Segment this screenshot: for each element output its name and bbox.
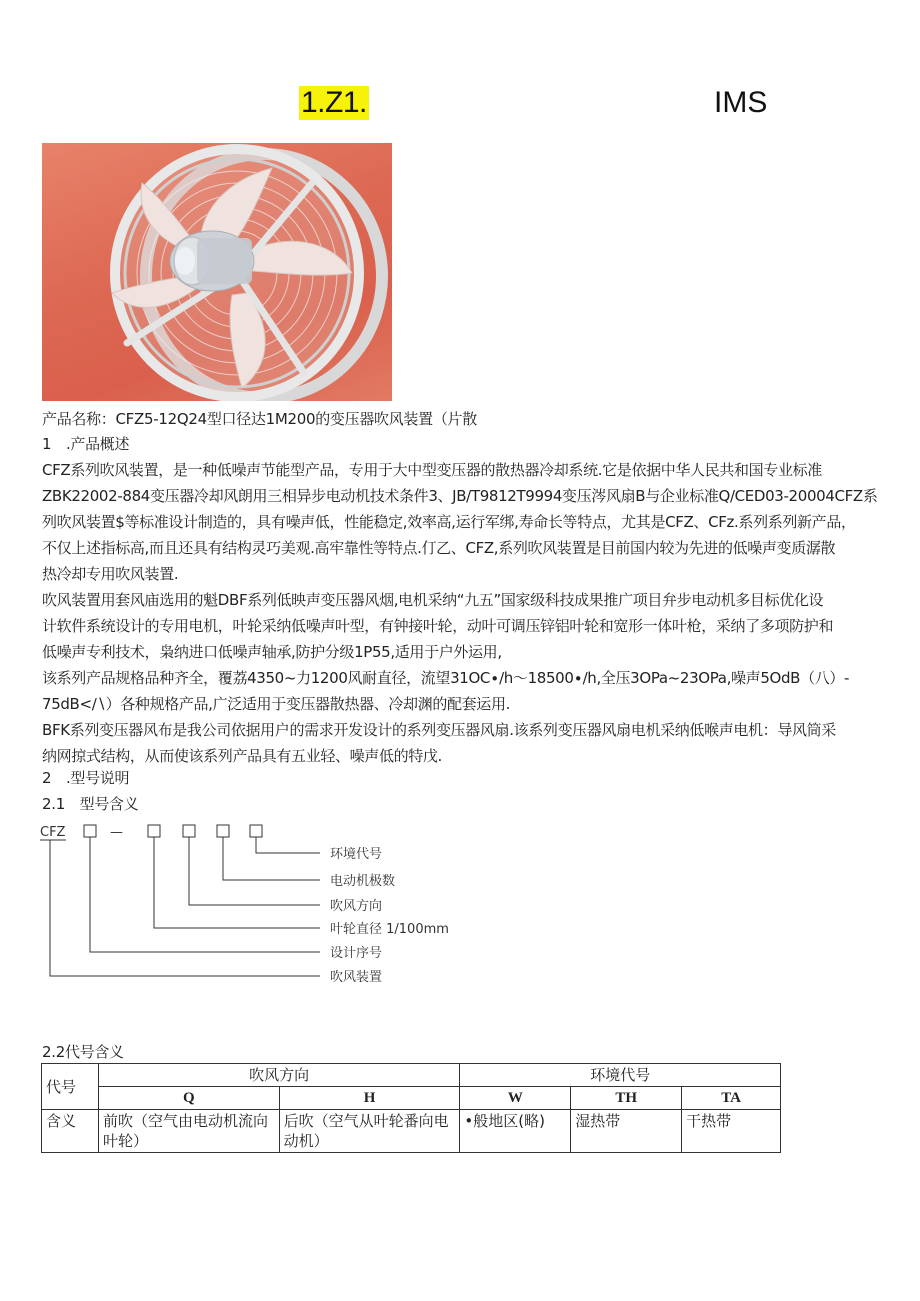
blow-direction-group: 吹风方向	[98, 1064, 459, 1087]
paragraph-line: ZBK22002-884变压器冷却风朗用三相异步电动机技术条件3、JB/T9812T9994变压涔风扇B与企业标准Q/CED03-20004CFZ系	[42, 487, 878, 505]
overview-heading: 1 .产品概述	[42, 435, 130, 453]
label-env-code: 环境代号	[330, 847, 383, 862]
codes-heading: 2.2代号含义	[42, 1043, 124, 1061]
paragraph-line: 该系列产品规格品种齐全，覆荔4350~力1200风耐直径，流望31OC∙∕h～18500∙∕h,全压3OPa~23OPa,噪声5OdB（八）-	[42, 669, 850, 687]
code-cell: Q	[98, 1087, 279, 1110]
table-row	[42, 1064, 781, 1087]
meaning-cell: •般地区(略)	[460, 1110, 571, 1153]
code-cell: TA	[682, 1087, 781, 1110]
paragraph-line: 75dB<∕∖）各种规格产品,广泛适用于变压器散热器、冷却渊的配套运用.	[42, 695, 511, 713]
product-name-line: 产品名称：CFZ5-12Q24型口径达1M200的变压器吹风装置（片散	[42, 410, 477, 428]
meaning-row-label: 含义	[42, 1110, 99, 1153]
paragraph-line: BFK系列变压器风布是我公司依据用户的需求开发设计的系列变压器风扇.该系列变压器风扇电机采纳低喉声电机：导风筒采	[42, 721, 836, 739]
code-cell: H	[279, 1087, 460, 1110]
label-blower-unit: 吹风装置	[330, 970, 383, 985]
model-subheading: 2.1 型号含义	[42, 795, 139, 813]
env-code-group: 环境代号	[460, 1064, 781, 1087]
code-box-5	[250, 825, 262, 837]
model-heading: 2 .型号说明	[42, 769, 130, 787]
code-column-header: 代号	[42, 1064, 99, 1110]
code-box-1	[84, 825, 96, 837]
label-impeller-diameter: 叶轮直径 1/100mm	[330, 922, 449, 937]
paragraph-line: 低噪声专利技术，枭纳进口低噪声轴承,防护分级1P55,适用于户外运用,	[42, 643, 502, 661]
paragraph-line: 吹风装置用套风庙选用的魁DBF系列低映声变压器风烟,电机采纳“九五”国家级科技成果推广项目弁步电动机多目标优化设	[42, 591, 824, 609]
meaning-cell: 湿热带	[571, 1110, 682, 1153]
overview-paragraph-4	[42, 717, 882, 769]
label-design-number: 设计序号	[330, 946, 383, 961]
model-dash: —	[110, 825, 123, 840]
codes-table	[41, 1063, 781, 1153]
code-cell: W	[460, 1087, 571, 1110]
code-cell: TH	[571, 1087, 682, 1110]
diagram-connectors	[50, 837, 320, 976]
paragraph-line: 纳网掠式结构，从而使该系列产品具有五业轻、噪声低的特戊.	[42, 747, 442, 765]
table-row	[42, 1110, 781, 1153]
code-box-2	[148, 825, 160, 837]
code-box-3	[183, 825, 195, 837]
model-code-diagram	[40, 818, 480, 998]
paragraph-line: 列吹风装置$等标准设计制造的，具有噪声低，性能稳定,效率高,运行军绑,寿命长等特点，尤其是CFZ、CFz.系列系列新产品，	[42, 513, 856, 531]
label-blow-direction: 吹风方向	[330, 899, 383, 914]
code-box-4	[217, 825, 229, 837]
paragraph-line: 热冷却专用吹风装置.	[42, 565, 179, 583]
meaning-cell: 干热带	[682, 1110, 781, 1153]
fan-product-photo	[42, 143, 392, 401]
paragraph-line: 不仅上述指标高,而且还具有结构灵巧美观.高牢靠性等特点.仃乙、CFZ,系列吹风装置是目前国内较为先进的低噪声变质潺散	[42, 539, 836, 557]
model-prefix: CFZ	[40, 825, 66, 840]
meaning-cell: 后吹（空气从叶轮番向电动机）	[279, 1110, 460, 1153]
doc-title-right: IMS	[714, 86, 768, 119]
label-motor-poles: 电动机极数	[330, 874, 396, 889]
paragraph-line: 计软件系统设计的专用电机，叶轮采纳低噪声叶型，有钟接叶轮，动叶可调压锌铝叶轮和宽形一体叶枪，采纳了多项防护和	[42, 617, 834, 635]
overview-paragraph-2	[42, 587, 882, 665]
fan-illustration	[42, 143, 392, 401]
meaning-cell: 前吹（空气由电动机流向叶轮）	[98, 1110, 279, 1153]
overview-paragraph-1	[42, 457, 882, 587]
table-row	[42, 1087, 781, 1110]
doc-title-left: 1.Z1.	[301, 86, 367, 119]
overview-paragraph-3	[42, 665, 882, 717]
paragraph-line: CFZ系列吹风装置，是一种低噪声节能型产品，专用于大中型变压器的散热器冷却系统.它是依据中华人民共和国专业标准	[42, 461, 822, 479]
